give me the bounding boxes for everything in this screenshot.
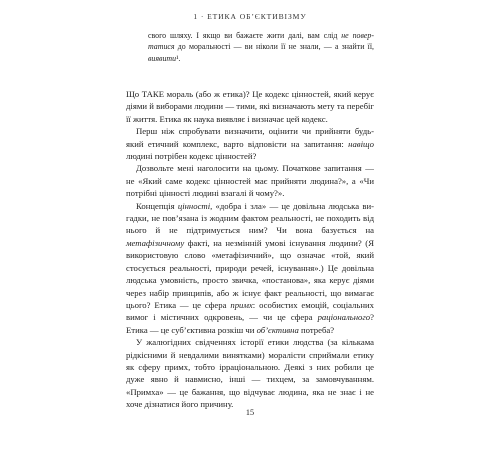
paragraph-1: Що ТАКЕ мораль (або ж етика)? Це кодекс цінностей, який керує діями й виборами людини — тими, які визначають мету та перебіг її життя. Етика як наука виявляє і визначає цей кодекс. — [126, 89, 374, 124]
running-header: 1 · ЕТИКА ОБ’ЄКТИВІЗМУ — [193, 12, 307, 21]
page-number: 15 — [245, 408, 255, 417]
paragraph-2: Перш ніж спробувати визначити, оцінити чи прийняти будь-який етичний комплекс, варто відповісти на запитання: навіщо людині потрібен кодекс цінностей? — [126, 126, 374, 162]
quote-block — [148, 30, 374, 64]
paragraph-4: Концепція цінності, «добра і зла» — це довільна людська вигадки, не пов’язана із жодним фактом реальності, не походить від нього й не підтримується ним? Чи вона базується на метафізичному факті, на незмінній умові існування людини? (Я використовую слово «метафізичний», що означає «той, який стосується реальності, природи речей, існування».) Це довільна людська умовність, просто звичка, «постанова», яка керує діями через набір принципів, або ж існує факт реальності, що вимагає цього? Етика — це сфера примх: особистих емоцій, соціальних вимог і містичних одкровень, — чи це сфера раціонального? Етика — це суб’єктивна розкіш чи об’єктивна потреба? — [126, 200, 374, 335]
paragraph-3: Дозвольте мені наголосити на цьому. Початкове запитання — не «Який саме кодекс цінностей має прийняти людина?», а «Чи потрібні цінності людині взагалі й чому?». — [126, 163, 374, 199]
body-text — [126, 88, 374, 411]
quote-paragraph: свого шляху. І якщо ви бажаєте жити далі, вам слід не повертатися до моральності — ви ніколи її не знали, — а знайти її, виявити¹. — [148, 31, 374, 63]
paragraph-5: У жалюгідних свідченнях історії етики людства (за кількама рідкісними й невдалими винятками) моралісти сприймали етику як сферу примх, тобто ірраціональною. Деякі з них робили це дуже явно й навмисно, інші — тихцем, за замовчуванням. «Примха» — це бажання, що відчуває людина, яка не знає і не хоче дізнатися його причину. — [126, 337, 374, 410]
